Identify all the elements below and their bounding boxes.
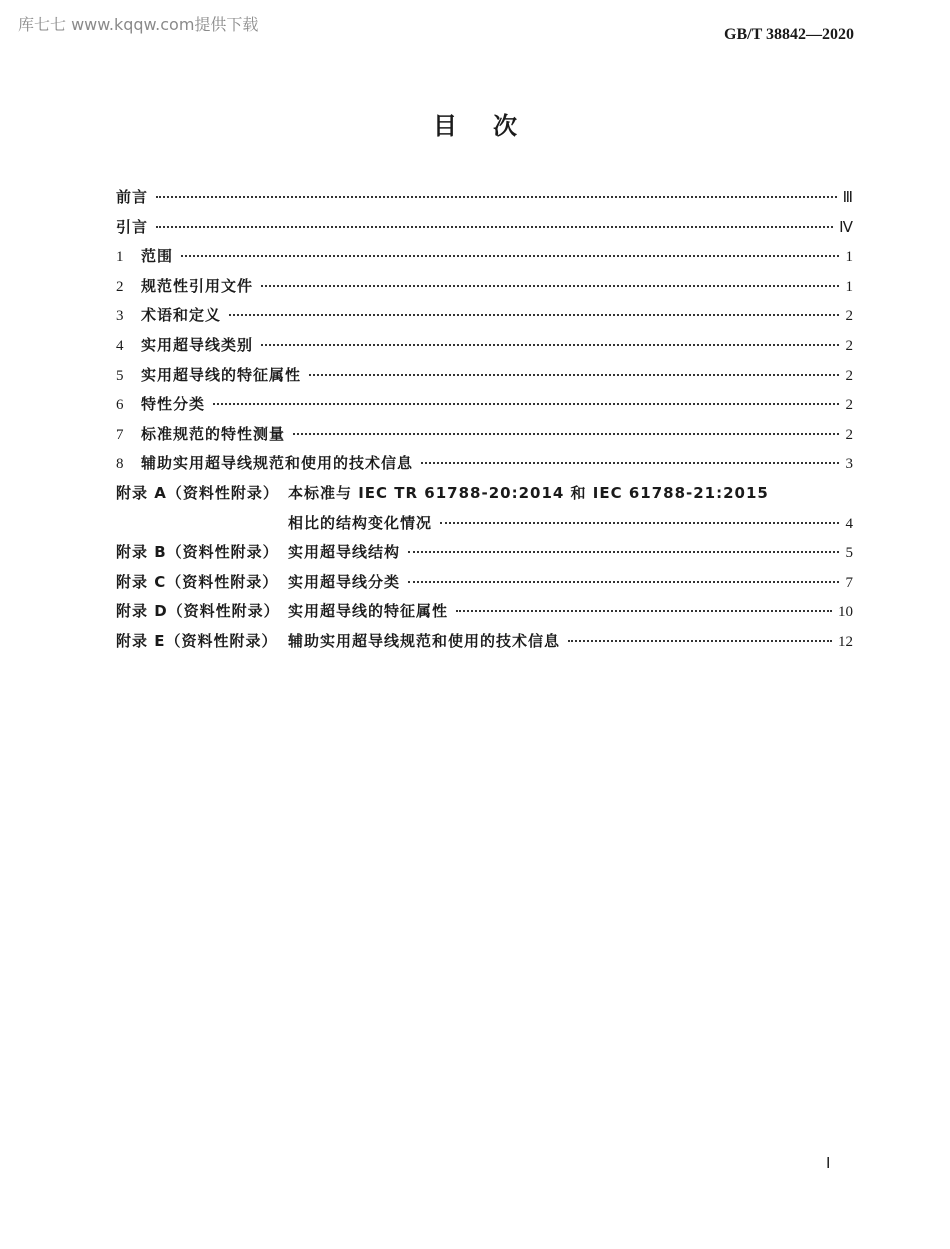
toc-entry-label: 特性分类 <box>141 395 206 414</box>
toc-entry-page: 1 <box>845 278 853 295</box>
toc-entry-page: Ⅲ <box>842 190 853 206</box>
standard-code: GB/T 38842—2020 <box>724 26 854 43</box>
toc-entry-2[interactable] <box>116 275 853 305</box>
toc-entry-label: 实用超导线的特征属性 <box>141 365 302 384</box>
watermark-text: 库七七 www.kqqw.com提供下载 <box>18 15 259 34</box>
toc-entry-1[interactable] <box>116 245 853 275</box>
toc-entry-page: 10 <box>838 604 853 621</box>
toc-entry-number: 4 <box>116 337 124 354</box>
toc-appendix-e[interactable] <box>116 630 853 660</box>
toc-appendix-b[interactable] <box>116 541 853 571</box>
dot-leader <box>261 344 839 346</box>
toc-entry-foreword[interactable] <box>116 186 853 216</box>
dot-leader <box>408 581 839 583</box>
toc-entry-page: 4 <box>845 515 853 532</box>
appendix-prefix: 附录 A（资料性附录） <box>116 483 279 502</box>
toc-entry-page: Ⅳ <box>839 219 853 236</box>
appendix-prefix: 附录 B（资料性附录） <box>116 543 279 562</box>
toc-entry-page: 3 <box>845 456 853 473</box>
dot-leader <box>568 640 832 642</box>
toc-entry-page: 2 <box>845 397 853 414</box>
dot-leader <box>213 403 839 405</box>
toc-entry-page: 2 <box>845 308 853 325</box>
toc-entry-label: 范围 <box>141 247 174 266</box>
appendix-title-line2: 相比的结构变化情况 <box>288 513 433 532</box>
page-number: Ⅰ <box>826 1156 831 1172</box>
appendix-prefix: 附录 C（资料性附录） <box>116 572 279 591</box>
toc-entry-number: 1 <box>116 249 124 266</box>
dot-leader <box>293 433 839 435</box>
toc-appendix-a[interactable] <box>116 482 853 512</box>
toc-entry-label: 辅助实用超导线规范和使用的技术信息 <box>141 454 414 473</box>
toc-entry-6[interactable] <box>116 393 853 423</box>
table-of-contents <box>116 186 853 660</box>
toc-entry-label: 规范性引用文件 <box>141 276 254 295</box>
toc-entry-page: 12 <box>838 633 853 650</box>
toc-entry-number: 5 <box>116 367 124 384</box>
toc-entry-number: 6 <box>116 397 124 414</box>
toc-appendix-c[interactable] <box>116 571 853 601</box>
dot-leader <box>421 462 839 464</box>
toc-entry-page: 2 <box>845 367 853 384</box>
dot-leader <box>156 226 833 228</box>
toc-entry-label: 标准规范的特性测量 <box>141 424 286 443</box>
toc-entry-page: 7 <box>845 574 853 591</box>
toc-appendix-a-cont[interactable] <box>116 512 853 542</box>
dot-leader <box>261 285 839 287</box>
toc-entry-page: 5 <box>845 545 853 562</box>
toc-entry-label: 术语和定义 <box>141 306 222 325</box>
appendix-title: 辅助实用超导线规范和使用的技术信息 <box>288 631 561 650</box>
toc-entry-4[interactable] <box>116 334 853 364</box>
toc-entry-label: 引言 <box>116 217 149 236</box>
toc-entry-number: 8 <box>116 456 124 473</box>
toc-entry-number: 3 <box>116 308 124 325</box>
appendix-prefix: 附录 D（资料性附录） <box>116 602 280 621</box>
appendix-title: 实用超导线结构 <box>288 543 401 562</box>
toc-entry-number: 2 <box>116 278 124 295</box>
page-title: 目次 <box>433 112 553 140</box>
dot-leader <box>156 196 837 198</box>
appendix-title: 实用超导线的特征属性 <box>288 602 449 621</box>
dot-leader <box>408 551 839 553</box>
dot-leader <box>229 314 839 316</box>
appendix-prefix: 附录 E（资料性附录） <box>116 631 278 650</box>
toc-entry-page: 2 <box>845 426 853 443</box>
toc-appendix-d[interactable] <box>116 600 853 630</box>
dot-leader <box>181 255 839 257</box>
dot-leader <box>309 374 839 376</box>
toc-entry-5[interactable] <box>116 364 853 394</box>
appendix-title-line1: 本标准与 IEC TR 61788-20:2014 和 IEC 61788-21:2015 <box>288 483 769 502</box>
toc-entry-label: 前言 <box>116 188 149 206</box>
toc-entry-8[interactable] <box>116 452 853 482</box>
toc-entry-page: 2 <box>845 337 853 354</box>
toc-entry-7[interactable] <box>116 423 853 453</box>
dot-leader <box>440 522 839 524</box>
dot-leader <box>456 610 832 612</box>
appendix-title: 实用超导线分类 <box>288 572 401 591</box>
toc-entry-introduction[interactable] <box>116 216 853 246</box>
toc-entry-number: 7 <box>116 426 124 443</box>
toc-entry-3[interactable] <box>116 304 853 334</box>
toc-entry-label: 实用超导线类别 <box>141 335 254 354</box>
toc-entry-page: 1 <box>845 249 853 266</box>
